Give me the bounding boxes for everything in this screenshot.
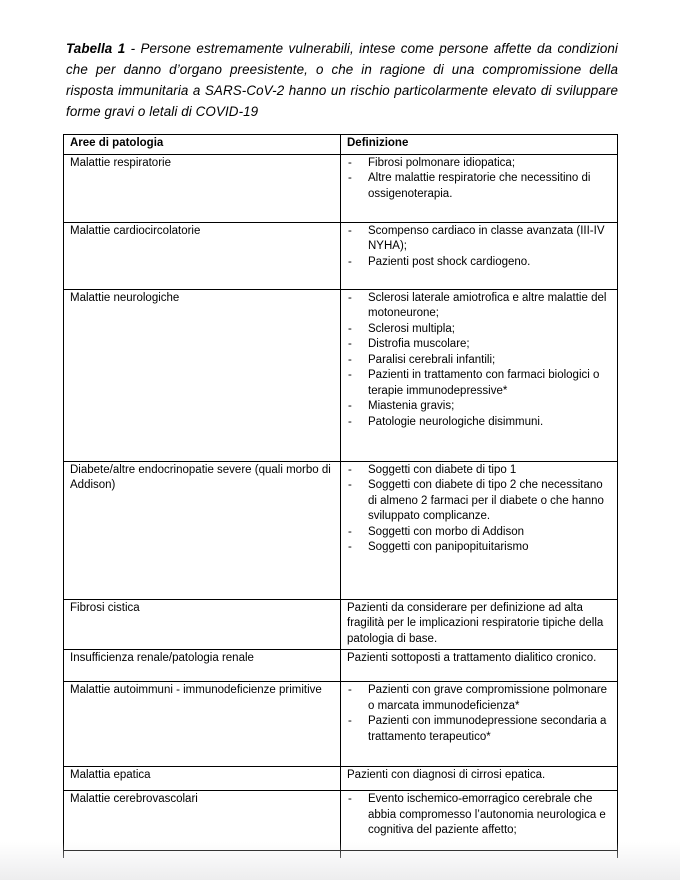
bullet-dash: - [348, 715, 352, 727]
bullet-dash: - [348, 224, 352, 237]
definition-cell [341, 791, 619, 850]
definition-item-text: Sclerosi laterale amiotrofica e altre malattie del motoneurone; [368, 291, 607, 319]
definition-item-text: Fibrosi polmonare idiopatica; [368, 156, 516, 169]
definition-item [348, 224, 614, 255]
table-row [63, 223, 618, 290]
definition-item [348, 714, 614, 745]
column-header-area: Aree di patologia [64, 135, 341, 154]
table-caption-label: Tabella 1 [66, 41, 126, 56]
area-cell: Malattie autoimmuni - immunodeficienze primitive [64, 682, 341, 766]
definition-item-text: Pazienti in trattamento con farmaci biologici o terapie immunodepressive* [368, 369, 600, 397]
definition-item-text: Soggetti con panipopituitarismo [368, 541, 529, 553]
bullet-dash: - [348, 369, 352, 381]
area-cell: Insufficienza renale/patologia renale [64, 650, 341, 681]
table-row [63, 290, 618, 462]
definition-cell [341, 462, 619, 599]
bullet-dash: - [348, 479, 352, 491]
bullet-dash: - [348, 322, 352, 335]
stub-left-cell [64, 851, 341, 858]
definition-item-text: Altre malattie respiratorie che necessitino di ossigenoterapia. [368, 172, 591, 200]
table-row [63, 791, 618, 851]
bullet-dash: - [348, 353, 352, 366]
area-cell: Malattie respiratorie [64, 155, 341, 222]
bullet-dash: - [348, 255, 352, 268]
definition-item [348, 255, 614, 271]
bullet-dash: - [348, 172, 352, 184]
definition-item-text: Sclerosi multipla; [368, 322, 455, 335]
area-cell: Malattia epatica [64, 767, 341, 790]
bullet-dash: - [348, 156, 352, 169]
definition-item-text: Patologie neurologiche disimmuni. [368, 415, 544, 428]
table-next-row-stub [63, 851, 618, 858]
definition-item [348, 792, 614, 839]
definition-item-text: Scompenso cardiaco in classe avanzata (III-IV NYHA); [368, 224, 605, 252]
definition-cell [341, 223, 619, 289]
definition-item-text: Miastenia gravis; [368, 400, 455, 412]
table-row [63, 682, 618, 767]
bullet-dash: - [348, 463, 352, 476]
definition-item-text: Soggetti con diabete di tipo 1 [368, 463, 517, 476]
table-caption [66, 38, 618, 122]
area-cell: Diabete/altre endocrinopatie severe (quali morbo di Addison) [64, 462, 341, 599]
bullet-dash: - [348, 400, 352, 412]
area-cell: Malattie neurologiche [64, 290, 341, 461]
definition-cell: Pazienti sottoposti a trattamento dialitico cronico. [347, 652, 597, 664]
definition-item [348, 171, 614, 202]
definition-item [348, 525, 614, 541]
bullet-dash: - [348, 291, 352, 304]
table-row [63, 650, 618, 682]
definition-item [348, 353, 614, 369]
definition-item-text: Soggetti con morbo di Addison [368, 525, 524, 538]
bullet-dash: - [348, 793, 352, 805]
definition-item [348, 478, 614, 525]
table-row [63, 600, 618, 651]
area-cell: Fibrosi cistica [64, 600, 341, 650]
definition-item [348, 683, 614, 714]
definition-item [348, 540, 614, 556]
definition-item-text: Pazienti con grave compromissione polmonare o marcata immunodeficienza* [368, 684, 608, 712]
table-row [63, 155, 618, 223]
definition-item-text: Paralisi cerebrali infantili; [368, 353, 496, 366]
definition-cell: Pazienti con diagnosi di cirrosi epatica. [347, 769, 546, 781]
table-row [63, 767, 618, 791]
definition-item [348, 291, 614, 322]
definition-item [348, 156, 614, 172]
bullet-dash: - [348, 415, 352, 428]
bullet-dash: - [348, 338, 352, 350]
definition-item [348, 415, 614, 431]
definition-item-text: Soggetti con diabete di tipo 2 che necessitano di almeno 2 farmaci per il diabete o che hanno sviluppato complicanze. [368, 479, 604, 522]
definition-item-text: Pazienti post shock cardiogeno. [368, 255, 531, 268]
definition-item [348, 368, 614, 399]
pathology-table [63, 134, 618, 858]
table-caption-text: - Persone estremamente vulnerabili, intese come persone affette da condizioni che per danno d’organo preesistente, o che in ragione di una compromissione della risposta immunitaria a SARS-CoV-2 hanno un rischio particolarmente elevato di sviluppare forme gravi o letali di COVID-19 [66, 41, 618, 119]
definition-cell: Pazienti da considerare per definizione ad alta fragilità per le implicazioni respiratorie tipiche della patologia di base. [347, 601, 604, 645]
bullet-dash: - [348, 525, 352, 538]
area-cell: Malattie cerebrovascolari [64, 791, 341, 850]
bullet-dash: - [348, 684, 352, 696]
table-header-row [63, 134, 618, 155]
definition-item-text: Pazienti con immunodepressione secondaria a trattamento terapeutico* [368, 715, 607, 743]
table-row [63, 462, 618, 600]
column-header-definition: Definizione [347, 137, 409, 149]
bullet-dash: - [348, 541, 352, 553]
definition-item [348, 322, 614, 338]
stub-right-cell [341, 851, 619, 858]
definition-item-text: Evento ischemico-emorragico cerebrale che abbia compromesso l’autonomia neurologica e cognitiva del paziente affetto; [368, 793, 606, 836]
definition-cell [341, 682, 619, 766]
table-body [63, 155, 618, 852]
definition-item [348, 463, 614, 479]
definition-item [348, 337, 614, 353]
definition-cell [341, 290, 619, 461]
definition-item-text: Distrofia muscolare; [368, 338, 470, 350]
area-cell: Malattie cardiocircolatorie [64, 223, 341, 289]
definition-item [348, 399, 614, 415]
definition-cell [341, 155, 619, 222]
